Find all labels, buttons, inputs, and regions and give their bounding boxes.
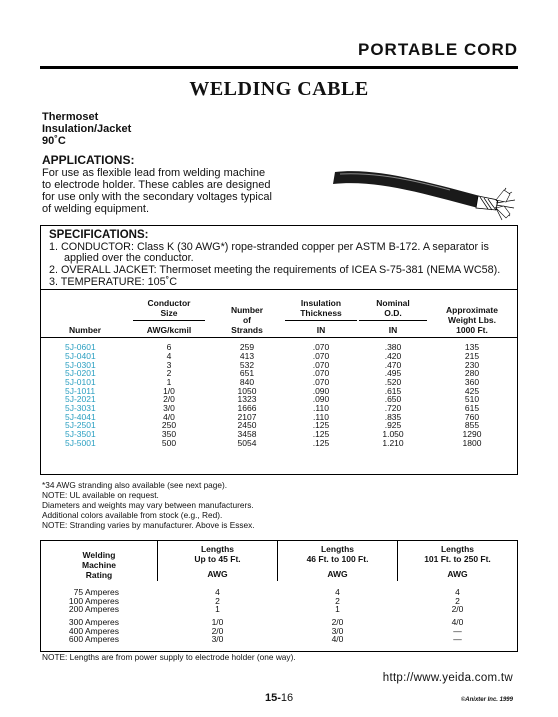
subtitle-line: 90˚C	[42, 135, 66, 147]
table-cell: 532	[239, 360, 255, 370]
specifications-heading: SPECIFICATIONS:	[49, 229, 149, 241]
table-cell: 360	[464, 377, 480, 387]
table-cell: 425	[464, 386, 480, 396]
table-cell: .125	[312, 429, 330, 439]
col-header-strands	[217, 305, 277, 335]
header-text: Up to 45 Ft.	[194, 554, 241, 564]
header-bottom-rule	[41, 337, 517, 338]
header-rule	[359, 320, 427, 321]
table-cell: .495	[384, 368, 402, 378]
table-cell: 3/0	[331, 625, 344, 636]
page-prefix: 15-	[265, 692, 281, 704]
table-cell: .470	[384, 360, 402, 370]
header-text: O.D.	[384, 308, 402, 318]
subtitle-line: Insulation/Jacket	[42, 123, 132, 135]
table-cell: .520	[384, 377, 402, 387]
col-header-conductor	[139, 298, 199, 318]
col-header-weight	[434, 305, 510, 335]
table-cell: 1323	[237, 394, 257, 404]
table-cell: 1.210	[382, 438, 404, 448]
subtitle	[42, 111, 131, 147]
table-cell: 840	[239, 377, 255, 387]
table-cell: 2	[335, 595, 340, 606]
table-cell: 2450	[237, 420, 257, 430]
part-number: 5J-0201	[65, 368, 96, 378]
part-number: 5J-0101	[65, 377, 96, 387]
table-cell: 2/0	[331, 617, 344, 627]
table-cell: 2/0	[451, 604, 464, 614]
table-cell: 1	[215, 604, 220, 614]
table-notes	[42, 480, 255, 530]
col-header-awg: AWG/kcmil	[146, 325, 192, 335]
header-text: Approximate	[446, 305, 498, 315]
table-cell: 1/0	[163, 386, 175, 396]
rating-label: 400 Amperes	[68, 625, 119, 636]
note-line: NOTE: Stranding varies by manufacturer. Above is Essex.	[42, 520, 255, 530]
applications-line: of welding equipment.	[42, 203, 150, 215]
copyright: ©Anixter Inc. 1999	[460, 697, 513, 703]
header-text: 101 Ft. to 250 Ft.	[424, 554, 491, 564]
spec-item: applied over the conductor.	[49, 252, 194, 264]
table-cell: 2	[215, 595, 220, 606]
applications-line: For use as flexible lead from welding machine	[42, 167, 266, 179]
table-cell: 2	[455, 595, 460, 606]
col-header-len1	[158, 544, 277, 564]
table-cell: 3458	[237, 429, 257, 439]
header-text: Rating	[85, 570, 113, 580]
table-cell: .070	[312, 351, 330, 361]
table-cell: 510	[464, 394, 480, 404]
note-line: *34 AWG stranding also available (see next page).	[42, 480, 228, 490]
table-cell: .650	[384, 394, 402, 404]
table-cell: .420	[384, 351, 402, 361]
part-number: 5J-5001	[65, 438, 96, 448]
header-text: Conductor	[147, 298, 191, 308]
header-text: 46 Ft. to 100 Ft.	[306, 554, 369, 564]
table-cell: 1800	[462, 438, 482, 448]
table-cell: .125	[312, 438, 330, 448]
table-cell: 4	[166, 351, 172, 361]
header-text: Lengths	[440, 544, 475, 554]
page-title: WELDING CABLE	[189, 78, 369, 100]
table-cell: 4	[455, 587, 460, 597]
table-cell: .070	[312, 377, 330, 387]
table-cell: .110	[313, 403, 329, 413]
subtitle-line: Thermoset	[42, 111, 99, 123]
header-text: Weight Lbs.	[447, 315, 496, 325]
note-line: NOTE: UL available on request.	[42, 490, 159, 500]
header-text: Welding	[82, 550, 116, 560]
table-cell: .090	[312, 394, 330, 404]
table-cell: 6	[166, 342, 172, 352]
table-cell: 4/0	[331, 634, 344, 644]
table-cell: .925	[384, 420, 402, 430]
table-cell: 280	[464, 368, 480, 378]
table-cell: 5054	[237, 438, 257, 448]
table-cell: 4	[335, 587, 340, 597]
table-cell: 3/0	[163, 403, 175, 413]
spec-item: 2. OVERALL JACKET: Thermoset meeting the requirements of ICEA S-75-381 (NEMA WC58).	[49, 264, 501, 276]
rating-label: 600 Amperes	[68, 634, 119, 644]
col-header-awg: AWG	[447, 569, 468, 579]
table-cell: 259	[239, 342, 255, 352]
table-cell: 413	[239, 351, 255, 361]
part-number: 5J-1011	[65, 386, 96, 396]
table-cell: 350	[161, 429, 177, 439]
spec-item: 1. CONDUCTOR: Class K (30 AWG*) rope-stranded copper per ASTM B-172. A separator is	[49, 241, 489, 253]
table-cell: —	[453, 634, 462, 644]
col-header-len3	[398, 544, 517, 564]
table-cell: 3	[166, 360, 172, 370]
col-header-in: IN	[388, 325, 398, 335]
rating-label: 200 Amperes	[68, 604, 119, 614]
rating-label: 100 Amperes	[68, 595, 119, 606]
header-text: 1000 Ft.	[456, 325, 488, 335]
applications-line: for use only with the secondary voltages typical	[42, 191, 272, 203]
header-text: Lengths	[200, 544, 235, 554]
col-header-insulation	[291, 298, 351, 318]
table-cell: —	[453, 625, 462, 636]
table-cell: 250	[161, 420, 177, 430]
table-cell: .615	[384, 386, 402, 396]
table-cell: 855	[464, 420, 480, 430]
part-number: 5J-2021	[65, 394, 96, 404]
header-text: of	[242, 315, 252, 325]
table-cell: .090	[312, 386, 330, 396]
table-cell: 4/0	[163, 412, 175, 422]
part-number: 5J-0601	[65, 342, 96, 352]
table-cell: 4	[215, 587, 220, 597]
table-cell: 2/0	[163, 394, 175, 404]
table-cell: 230	[464, 360, 480, 370]
header-text: Lengths	[320, 544, 355, 554]
col-header-number: Number	[68, 325, 102, 335]
table-cell: 1290	[462, 429, 482, 439]
header-text: Machine	[81, 560, 116, 570]
table-cell: 4/0	[451, 617, 464, 627]
part-number: 5J-0301	[65, 360, 96, 370]
part-number: 5J-3501	[65, 429, 96, 439]
header-rule	[133, 320, 205, 321]
table-cell: 1	[166, 377, 172, 387]
website-url[interactable]: http://www.yeida.com.tw	[382, 672, 513, 684]
header-rule	[40, 66, 518, 69]
table-cell: 2107	[237, 412, 257, 422]
note-line: Additional colors available from stock (e.g., Red).	[42, 510, 223, 520]
col-header-awg: AWG	[207, 569, 228, 579]
part-number: 5J-0401	[65, 351, 96, 361]
rating-label: 75 Amperes	[73, 587, 119, 597]
rating-label: 300 Amperes	[68, 617, 119, 627]
page-num: 16	[280, 692, 294, 704]
table-cell: .070	[312, 342, 330, 352]
col-header-awg: AWG	[327, 569, 348, 579]
table-cell: 2	[166, 368, 172, 378]
welding-rating-table	[40, 540, 518, 652]
welding-cable-illustration	[330, 150, 520, 225]
table-cell: .070	[312, 368, 330, 378]
header-text: Insulation	[300, 298, 342, 308]
table-cell: .110	[313, 412, 329, 422]
table-cell: .720	[384, 403, 402, 413]
header-text: Strands	[231, 325, 263, 335]
table-cell: 1050	[237, 386, 257, 396]
header-rule	[285, 320, 357, 321]
part-number: 5J-4041	[65, 412, 96, 422]
table-cell: 1.050	[382, 429, 404, 439]
table-cell: .835	[384, 412, 402, 422]
table-cell: .380	[384, 342, 402, 352]
header-text: Nominal	[376, 298, 410, 308]
table-cell: 615	[464, 403, 480, 413]
col-header-rating	[49, 550, 149, 580]
table-cell: 500	[161, 438, 177, 448]
note-line: Diameters and weights may vary between manufacturers.	[42, 500, 254, 510]
table-cell: .125	[312, 420, 330, 430]
table-cell: 1/0	[211, 617, 224, 627]
header-text: Number	[230, 305, 264, 315]
spec-item: 3. TEMPERATURE: 105˚C	[49, 276, 177, 288]
table-cell: .070	[312, 360, 330, 370]
table-cell: 651	[239, 368, 255, 378]
header-text: Size	[160, 308, 178, 318]
table-cell: 1666	[237, 403, 257, 413]
table-cell: 3/0	[211, 634, 224, 644]
specifications-box	[40, 225, 518, 290]
table-cell: 1	[335, 604, 340, 614]
cable-spec-table	[40, 290, 518, 475]
applications-text	[42, 167, 307, 215]
col-header-in: IN	[316, 325, 326, 335]
applications-line: to electrode holder. These cables are designed	[42, 179, 271, 191]
section-title: PORTABLE CORD	[357, 40, 518, 59]
table-cell: 2/0	[211, 625, 224, 636]
header-text: Thickness	[300, 308, 342, 318]
table-cell: 215	[464, 351, 480, 361]
table-cell: 135	[464, 342, 480, 352]
table-cell: 760	[464, 412, 480, 422]
col-header-od	[363, 298, 423, 318]
applications-heading: APPLICATIONS:	[42, 153, 135, 167]
page-number	[265, 692, 293, 704]
part-number: 5J-3031	[65, 403, 96, 413]
lengths-note: NOTE: Lengths are from power supply to electrode holder (one way).	[42, 652, 296, 662]
part-number: 5J-2501	[65, 420, 96, 430]
col-header-len2	[278, 544, 397, 564]
